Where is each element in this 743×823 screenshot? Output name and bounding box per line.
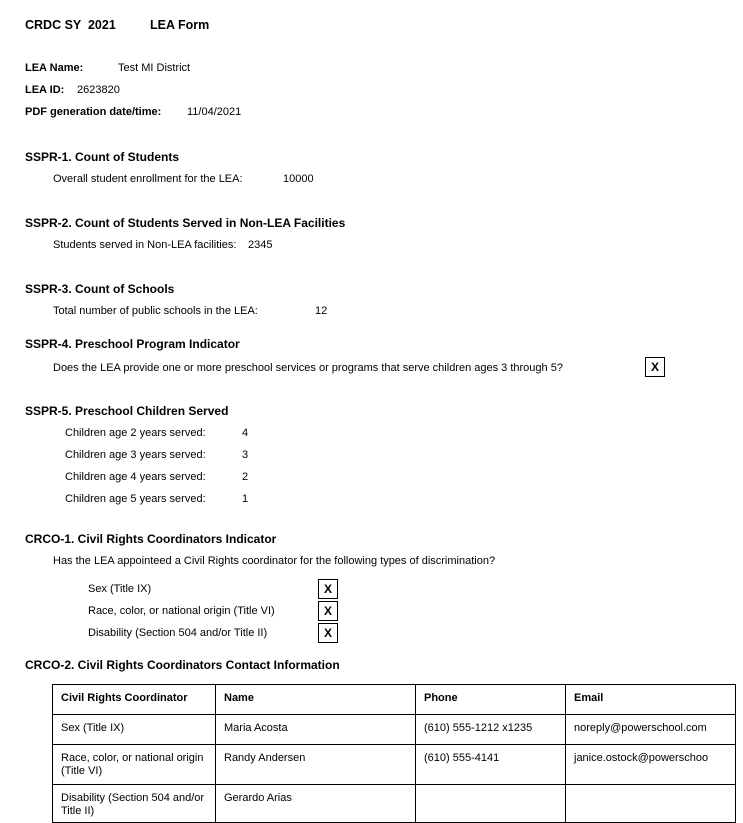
sspr3-row [25,304,743,318]
crco1-sex-label: Sex (Title IX) [88,583,152,595]
pdf-date-label: PDF generation date/time: [25,106,162,118]
cell-phone: (610) 555-4141 [416,745,566,785]
lea-id-row [25,83,743,97]
sspr4-checkbox: X [645,357,665,377]
section-title-crco2: CRCO-2. Civil Rights Coordinators Contact Information [25,658,340,672]
cell-email: noreply@powerschool.com [566,715,736,745]
lea-id-label: LEA ID: [25,84,65,96]
sspr5-row [25,470,743,484]
cell-name: Maria Acosta [216,715,416,745]
form-code: CRDC SY 2021 [25,18,116,32]
column-header-name: Name [216,685,416,715]
section-title-sspr2: SSPR-2. Count of Students Served in Non-LEA Facilities [25,216,346,230]
crco1-sex-checkbox: X [318,579,338,599]
document-title [25,18,743,33]
sspr5-age3-label: Children age 3 years served: [65,449,206,461]
crco1-item-sex [25,578,743,600]
sspr1-row [25,172,743,186]
sspr4-question: Does the LEA provide one or more preschool services or programs that serve children ages 3 through 5? [53,362,563,374]
crco1-disability-checkbox: X [318,623,338,643]
crco1-race-label: Race, color, or national origin (Title VI) [88,605,275,617]
section-title-sspr1: SSPR-1. Count of Students [25,150,179,164]
sspr1-value: 10000 [283,173,314,185]
cell-coordinator: Race, color, or national origin (Title VI) [53,745,216,785]
cell-name: Randy Andersen [216,745,416,785]
table-header-row [53,685,736,715]
sspr3-value: 12 [315,305,328,317]
crco1-race-checkbox: X [318,601,338,621]
sspr3-label: Total number of public schools in the LEA: [53,305,258,317]
sspr5-age5-value: 1 [242,493,249,505]
section-title-sspr3: SSPR-3. Count of Schools [25,282,175,296]
sspr5-row [25,492,743,506]
cell-name: Gerardo Arias [216,785,416,823]
lea-id-value: 2623820 [77,84,120,96]
pdf-date-value: 11/04/2021 [187,106,242,118]
sspr4-question-row [25,357,743,379]
table-row [53,715,736,745]
column-header-phone: Phone [416,685,566,715]
cell-phone [416,785,566,823]
column-header-email: Email [566,685,736,715]
sspr2-value: 2345 [248,239,273,251]
lea-name-value: Test MI District [118,62,191,74]
crco1-disability-label: Disability (Section 504 and/or Title II) [88,627,268,639]
sspr2-label: Students served in Non-LEA facilities: [53,239,237,251]
sspr5-age4-label: Children age 4 years served: [65,471,206,483]
crco1-intro: Has the LEA appointeed a Civil Rights coordinator for the following types of discrimination? [53,555,496,567]
table-row [53,785,736,823]
sspr5-row [25,426,743,440]
sspr2-row [25,238,743,252]
sspr1-label: Overall student enrollment for the LEA: [53,173,243,185]
cell-email: janice.ostock@powerschoo [566,745,736,785]
form-name: LEA Form [150,18,210,32]
sspr5-age4-value: 2 [242,471,249,483]
column-header-coordinator: Civil Rights Coordinator [53,685,216,715]
cell-email [566,785,736,823]
section-title-crco1: CRCO-1. Civil Rights Coordinators Indicator [25,532,277,546]
table-row [53,745,736,785]
cell-coordinator: Disability (Section 504 and/or Title II) [53,785,216,823]
crco1-item-disability [25,622,743,644]
sspr5-age3-value: 3 [242,449,249,461]
cell-phone: (610) 555-1212 x1235 [416,715,566,745]
section-title-sspr5: SSPR-5. Preschool Children Served [25,404,229,418]
lea-name-label: LEA Name: [25,62,84,74]
cell-coordinator: Sex (Title IX) [53,715,216,745]
sspr5-age2-label: Children age 2 years served: [65,427,206,439]
section-title-sspr4: SSPR-4. Preschool Program Indicator [25,337,240,351]
sspr5-age2-value: 4 [242,427,249,439]
sspr5-age5-label: Children age 5 years served: [65,493,206,505]
coordinators-table [52,684,736,823]
crco1-item-race [25,600,743,622]
lea-name-row [25,61,743,75]
pdf-date-row [25,105,743,119]
sspr5-row [25,448,743,462]
